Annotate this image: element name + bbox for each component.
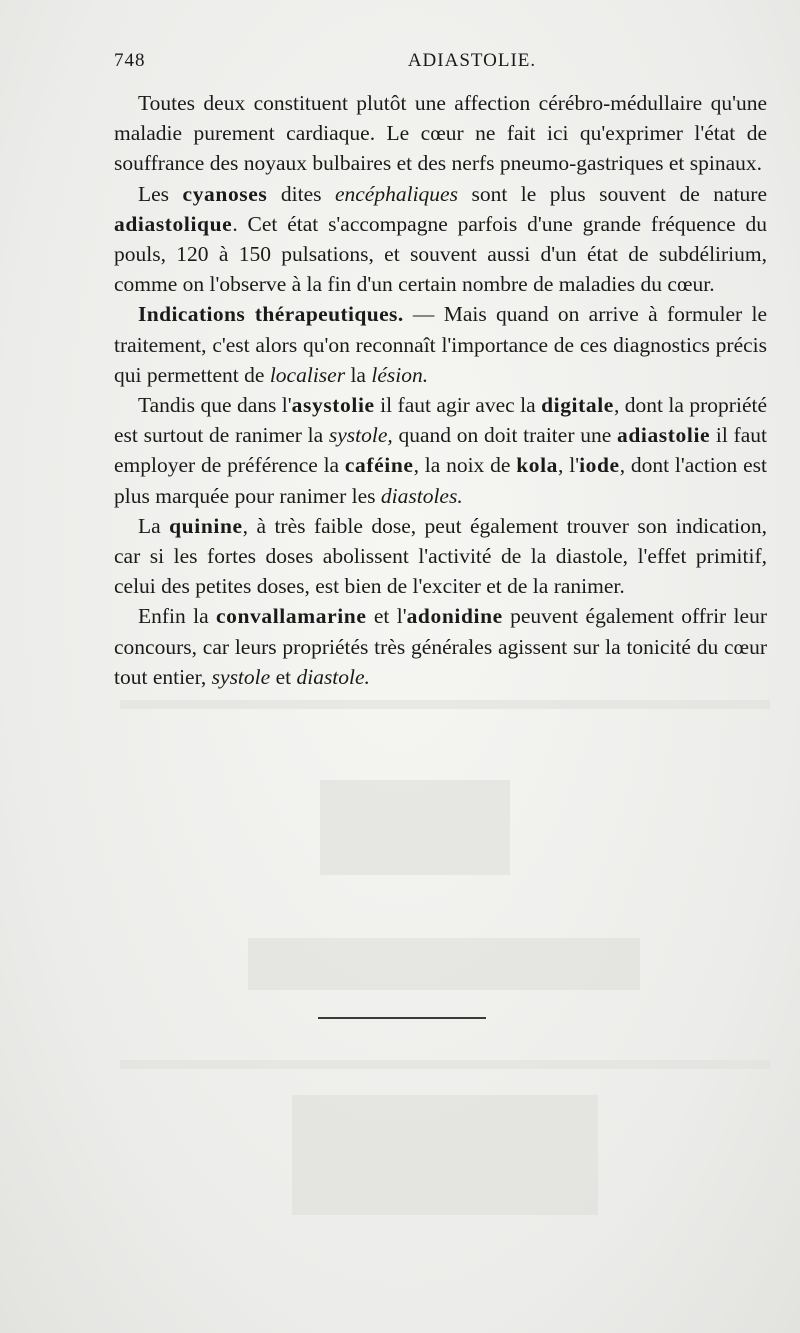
italic-term-lesion: lésion. (371, 362, 429, 387)
paragraph-6 (114, 601, 767, 692)
paragraph-1 (114, 88, 767, 179)
text-run: . Cet état s'accompagne parfois d'une grande fréquence du pouls, 120 à 150 pulsations, et souvent aussi d'un état de subdélirium, comme on l'observe à la fin d'un certain nombre de maladies du cœur. (114, 211, 767, 297)
text-run: La (138, 513, 170, 538)
section-heading-indications: Indications thérapeutiques. (138, 302, 404, 327)
bold-term-asystolie: asystolie (291, 393, 375, 418)
italic-term-systole-final: systole (211, 664, 271, 689)
bold-term-cyanoses: cyanoses (182, 181, 268, 206)
text-run: il faut agir avec la (374, 393, 542, 418)
bleed-through-figure-2 (248, 938, 640, 990)
italic-term-encephaliques: encéphaliques (334, 181, 458, 206)
text-run: la (345, 362, 372, 387)
text-run: et (270, 664, 297, 689)
text-run: peuvent également offrir leur concours, car leurs propriétés très générales agissent sur la tonicité du cœur tout entier, (114, 604, 767, 689)
text-run: Enfin la (138, 604, 216, 629)
text-run: , dont la propriété est surtout de ranimer la (114, 393, 767, 448)
paragraph-2 (114, 179, 767, 300)
bleed-through-line-1 (120, 700, 770, 709)
bold-term-quinine: quinine (169, 513, 243, 538)
text-run: Les (138, 181, 183, 206)
italic-term-diastoles: diastoles. (380, 483, 463, 508)
bold-term-iode: iode (579, 453, 620, 478)
bold-term-digitale: digitale (541, 393, 614, 418)
text-run: et l' (366, 604, 407, 629)
text-run: il faut employer de préférence la (114, 423, 767, 478)
bold-term-adiastolie: adiastolie (616, 423, 711, 448)
text-run: — Mais quand on arrive à formuler le traitement, c'est alors qu'on reconnaît l'importance de ces diagnostics précis qui permettent de (114, 302, 768, 387)
italic-term-systole: systole, (328, 423, 393, 448)
bleed-through-line-2 (120, 1060, 770, 1069)
text-run: Tandis que dans l' (138, 393, 292, 418)
bleed-through-figure-1 (320, 780, 510, 875)
text-run: , à très faible dose, peut également trouver son indication, car si les fortes doses abolissent l'activité de la diastole, l'effet primitif, celui des petites doses, est bien de l'exciter et de la ranimer. (114, 513, 767, 599)
text-run: , dont l'action est plus marquée pour ranimer les (114, 453, 767, 508)
italic-term-localiser: localiser (269, 362, 346, 387)
bold-term-adonidine: adonidine (406, 604, 503, 629)
text-run: Toutes deux constituent plutôt une affection cérébro-médullaire qu'une maladie purement cardiaque. Le cœur ne fait ici qu'exprimer l'état de souffrance des noyaux bulbaires et des nerfs pneumo-gastriques et spinaux. (114, 91, 767, 176)
text-run: dites (267, 181, 335, 206)
closing-rule (318, 1017, 486, 1019)
text-run: sont le plus souvent de nature (457, 181, 768, 206)
bold-term-cafeine: caféine (344, 453, 414, 478)
text-run: quand on doit traiter une (392, 423, 617, 448)
paragraph-4 (114, 390, 767, 511)
paragraph-3 (114, 299, 767, 390)
page-number: 748 (114, 50, 146, 71)
text-run: , l' (558, 453, 580, 478)
italic-term-diastole-final: diastole. (296, 664, 370, 689)
bold-term-kola: kola (516, 453, 559, 478)
running-head (114, 50, 770, 80)
running-title: ADIASTOLIE. (407, 50, 537, 71)
bold-term-adiastolique: adiastolique (114, 211, 233, 236)
text-run: , la noix de (413, 453, 517, 478)
paragraph-5 (114, 511, 767, 602)
bold-term-convallamarine: convallamarine (215, 604, 367, 629)
bleed-through-figure-3 (292, 1095, 598, 1215)
body-text (114, 88, 767, 692)
